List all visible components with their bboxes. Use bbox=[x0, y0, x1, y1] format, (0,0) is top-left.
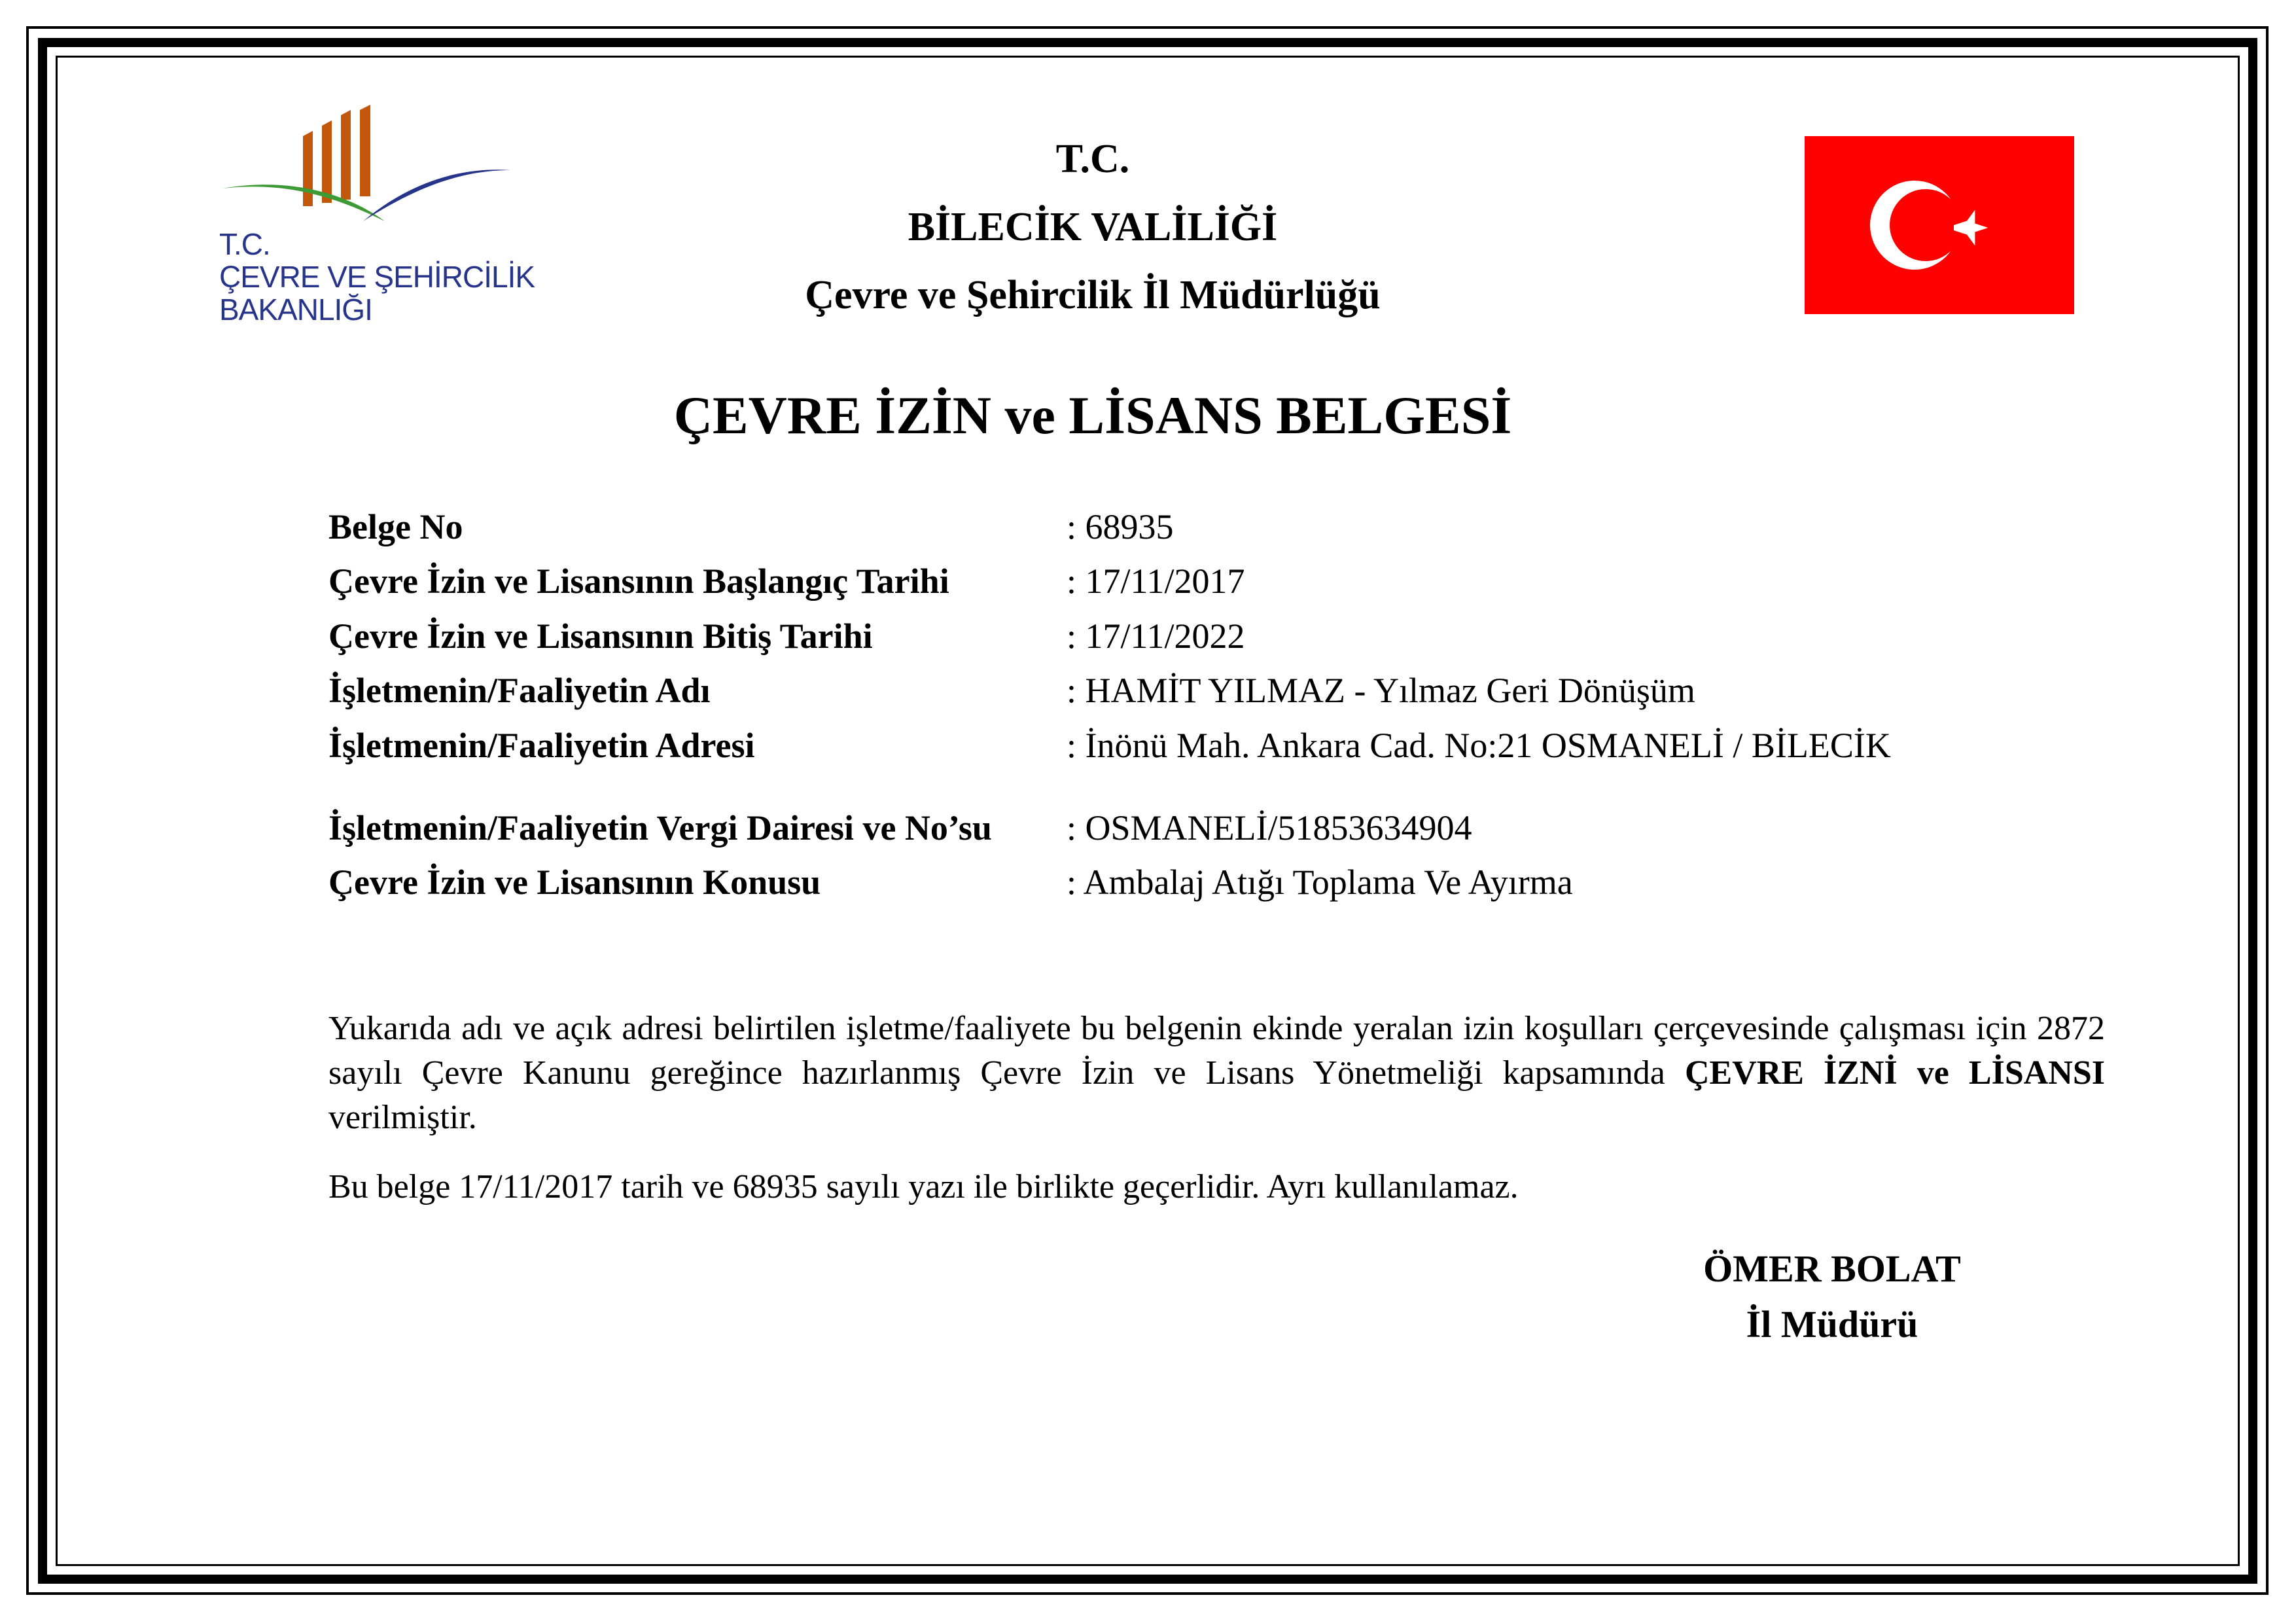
field-label: Çevre İzin ve Lisansının Bitiş Tarihi bbox=[328, 616, 873, 656]
header-governorship: BİLECİK VALİLİĞİ bbox=[908, 205, 1278, 249]
paragraph-text: Yukarıda adı ve açık adresi belirtilen işletme/faaliyete bu belgenin ekinde yeralan izin koşulları çerçevesinde çalışması için 2872 sayılı Çevre Kanunu gereğince hazırlanmış Çevre İzin ve Lisans Yönetmeliği kapsamında bbox=[328, 1010, 2105, 1092]
body-paragraph-2: Bu belge 17/11/2017 tarih ve 68935 sayılı yazı ile birlikte geçerlidir. Ayrı kullanılamaz. bbox=[328, 1168, 1519, 1205]
signatory-name: ÖMER BOLAT bbox=[1703, 1247, 1961, 1290]
field-value: : Ambalaj Atığı Toplama Ve Ayırma bbox=[1067, 863, 1573, 902]
logo-text-ministry: ÇEVRE VE ŞEHİRCİLİK bbox=[219, 260, 535, 294]
header-directorate: Çevre ve Şehircilik İl Müdürlüğü bbox=[805, 273, 1381, 317]
document-title: ÇEVRE İZİN ve LİSANS BELGESİ bbox=[673, 385, 1512, 445]
field-label: İşletmenin/Faaliyetin Adı bbox=[328, 671, 711, 710]
field-label: Belge No bbox=[328, 507, 463, 546]
header-tc: T.C. bbox=[1055, 137, 1130, 181]
field-value: : İnönü Mah. Ankara Cad. No:21 OSMANELİ / BİLECİK bbox=[1067, 726, 1891, 765]
field-label: Çevre İzin ve Lisansının Başlangıç Tarihi bbox=[328, 562, 949, 601]
field-value: : HAMİT YILMAZ - Yılmaz Geri Dönüşüm bbox=[1067, 671, 1695, 710]
field-value: : OSMANELİ/51853634904 bbox=[1067, 808, 1472, 847]
field-label: İşletmenin/Faaliyetin Vergi Dairesi ve No’su bbox=[328, 808, 992, 847]
signatory-title: İl Müdürü bbox=[1746, 1303, 1918, 1346]
logo-text-tc: T.C. bbox=[219, 227, 270, 261]
field-value: : 68935 bbox=[1067, 507, 1174, 546]
paragraph-bold-text: ÇEVRE İZNİ ve LİSANSI bbox=[1684, 1054, 2106, 1092]
body-paragraph-1 bbox=[328, 1007, 2105, 1140]
field-value: : 17/11/2017 bbox=[1067, 562, 1245, 601]
paragraph-end-text: verilmiştir. bbox=[328, 1099, 477, 1136]
field-label: Çevre İzin ve Lisansının Konusu bbox=[328, 863, 821, 902]
field-value: : 17/11/2022 bbox=[1067, 616, 1245, 656]
field-label: İşletmenin/Faaliyetin Adresi bbox=[328, 726, 755, 765]
logo-text-bakanligi: BAKANLIĞI bbox=[219, 293, 372, 327]
